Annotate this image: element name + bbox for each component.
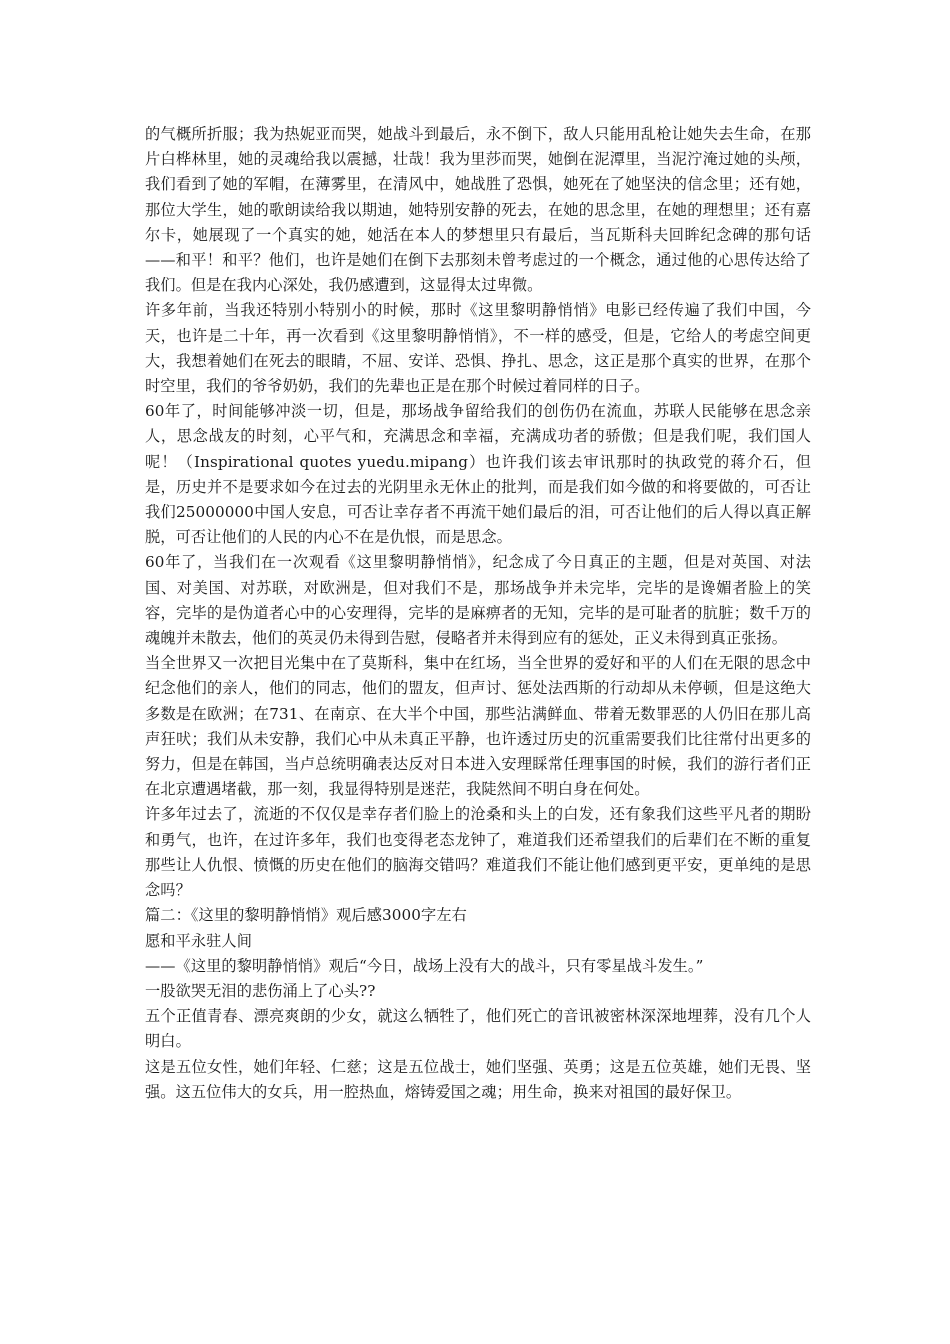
paragraph: 当全世界又一次把目光集中在了莫斯科，集中在红场，当全世界的爱好和平的人们在无限的思念中纪念他们的亲人，他们的同志，他们的盟友，但声讨、惩处法西斯的行动却从未停顿，但是这绝大多数是在欧洲；在731、在南京、在大半个中国，那些沾满鲜血、带着无数罪恶的人仍旧在那儿高声狂吠；我们从未安静，我们心中从未真正平静，也许透过历史的沉重需要我们比往常付出更多的努力，但是在韩国，当卢总统明确表达反对日本进入安理睬常任理事国的时候，我们的游行者们正在北京遭遇堵截，那一刻，我显得特别是迷茫，我陡然间不明白身在何处。: [145, 654, 811, 799]
section-heading: 篇二：《这里的黎明静悄悄》观后感3000字左右: [145, 906, 467, 925]
paragraph: 60年了，时间能够冲淡一切，但是，那场战争留给我们的创伤仍在流血，苏联人民能够在思念亲人，思念战友的时刻，心平气和，充满思念和幸福，充满成功者的骄傲；但是我们呢，我们国人呢！（Inspirational quotes yuedu.mipang）也许我们该去审讯那时的执政党的蒋介石，但是，历史并不是要求如今在过去的光阴里永无休止的批判，而是我们如今做的和将要做的，可否让我们25000000中国人安息，可否让幸存者不再流干她们最后的泪，可否让他们的后人得以真正解脱，可否让他们的人民的内心不在是仇恨，而是思念。: [145, 402, 811, 547]
paragraph: 许多年过去了，流逝的不仅仅是幸存者们脸上的沧桑和头上的白发，还有象我们这些平凡者的期盼和勇气，也许，在过许多年，我们也变得老态龙钟了，难道我们还希望我们的后辈们在不断的重复那些让人仇恨、愤慨的历史在他们的脑海交错吗？难道我们不能让他们感到更平安，更单纯的是思念吗？: [145, 805, 811, 900]
paragraph: 的气概所折服；我为热妮亚而哭，她战斗到最后，永不倒下，敌人只能用乱枪让她失去生命，在那片白桦林里，她的灵魂给我以震撼，壮哉！我为里莎而哭，她倒在泥潭里，当泥泞淹过她的头颅，我们看到了她的军帽，在薄雾里，在清风中，她战胜了恐惧，她死在了她坚決的信念里；还有她，那位大学生，她的歌朗读给我以期迪，她特别安静的死去，在她的思念里，在她的理想里；还有嘉尔卡，她展现了一个真实的她，她活在本人的梦想里只有最后，当瓦斯科夫回眸纪念碑的那句话——和平！和平？他们，也许是她们在倒下去那刻未曾考虑过的一个概念，通过他的心思传达给了我们。但是在我内心深处，我仍感遭到，这显得太过卑微。: [145, 125, 811, 295]
essay-title: 愿和平永驻人间: [145, 931, 253, 950]
document-body: [145, 122, 811, 1105]
essay-subtitle: ——《这里的黎明静悄悄》观后“今日，战场上没有大的战斗，只有零星战斗发生。”: [145, 956, 704, 975]
paragraph: 许多年前，当我还特别小特别小的时候，那时《这里黎明静悄悄》电影已经传遍了我们中国，今天，也许是二十年，再一次看到《这里黎明静悄悄》，不一样的感受，但是，它给人的考虑空间更大，我想着她们在死去的眼睛，不屈、安详、恐惧、挣扎、思念，这正是那个真实的世界，在那个时空里，我们的爷爷奶奶，我们的先辈也正是在那个时候过着同样的日子。: [145, 301, 811, 396]
paragraph: 一股欲哭无泪的悲伤涌上了心头??: [145, 981, 376, 1000]
paragraph: 五个正值青春、漂亮爽朗的少女，就这么牺牲了，他们死亡的音讯被密林深深地埋葬，没有几个人明白。: [145, 1007, 811, 1051]
paragraph: 60年了，当我们在一次观看《这里黎明静悄悄》，纪念成了今日真正的主题，但是对英国、对法国、对美国、对苏联，对欧洲是，但对我们不是，那场战争并未完毕，完毕的是谗媚者脸上的笑容，完毕的是伪道者心中的心安理得，完毕的是麻痹者的无知，完毕的是可耻者的肮脏；数千万的魂魄并未散去，他们的英灵仍未得到告慰，侵略者并未得到应有的惩处，正义未得到真正张扬。: [145, 553, 811, 648]
paragraph: 这是五位女性，她们年轻、仁慈；这是五位战士，她们坚强、英勇；这是五位英雄，她们无畏、坚强。这五位伟大的女兵，用一腔热血，熔铸爱国之魂；用生命，换来对祖国的最好保卫。: [145, 1057, 811, 1101]
